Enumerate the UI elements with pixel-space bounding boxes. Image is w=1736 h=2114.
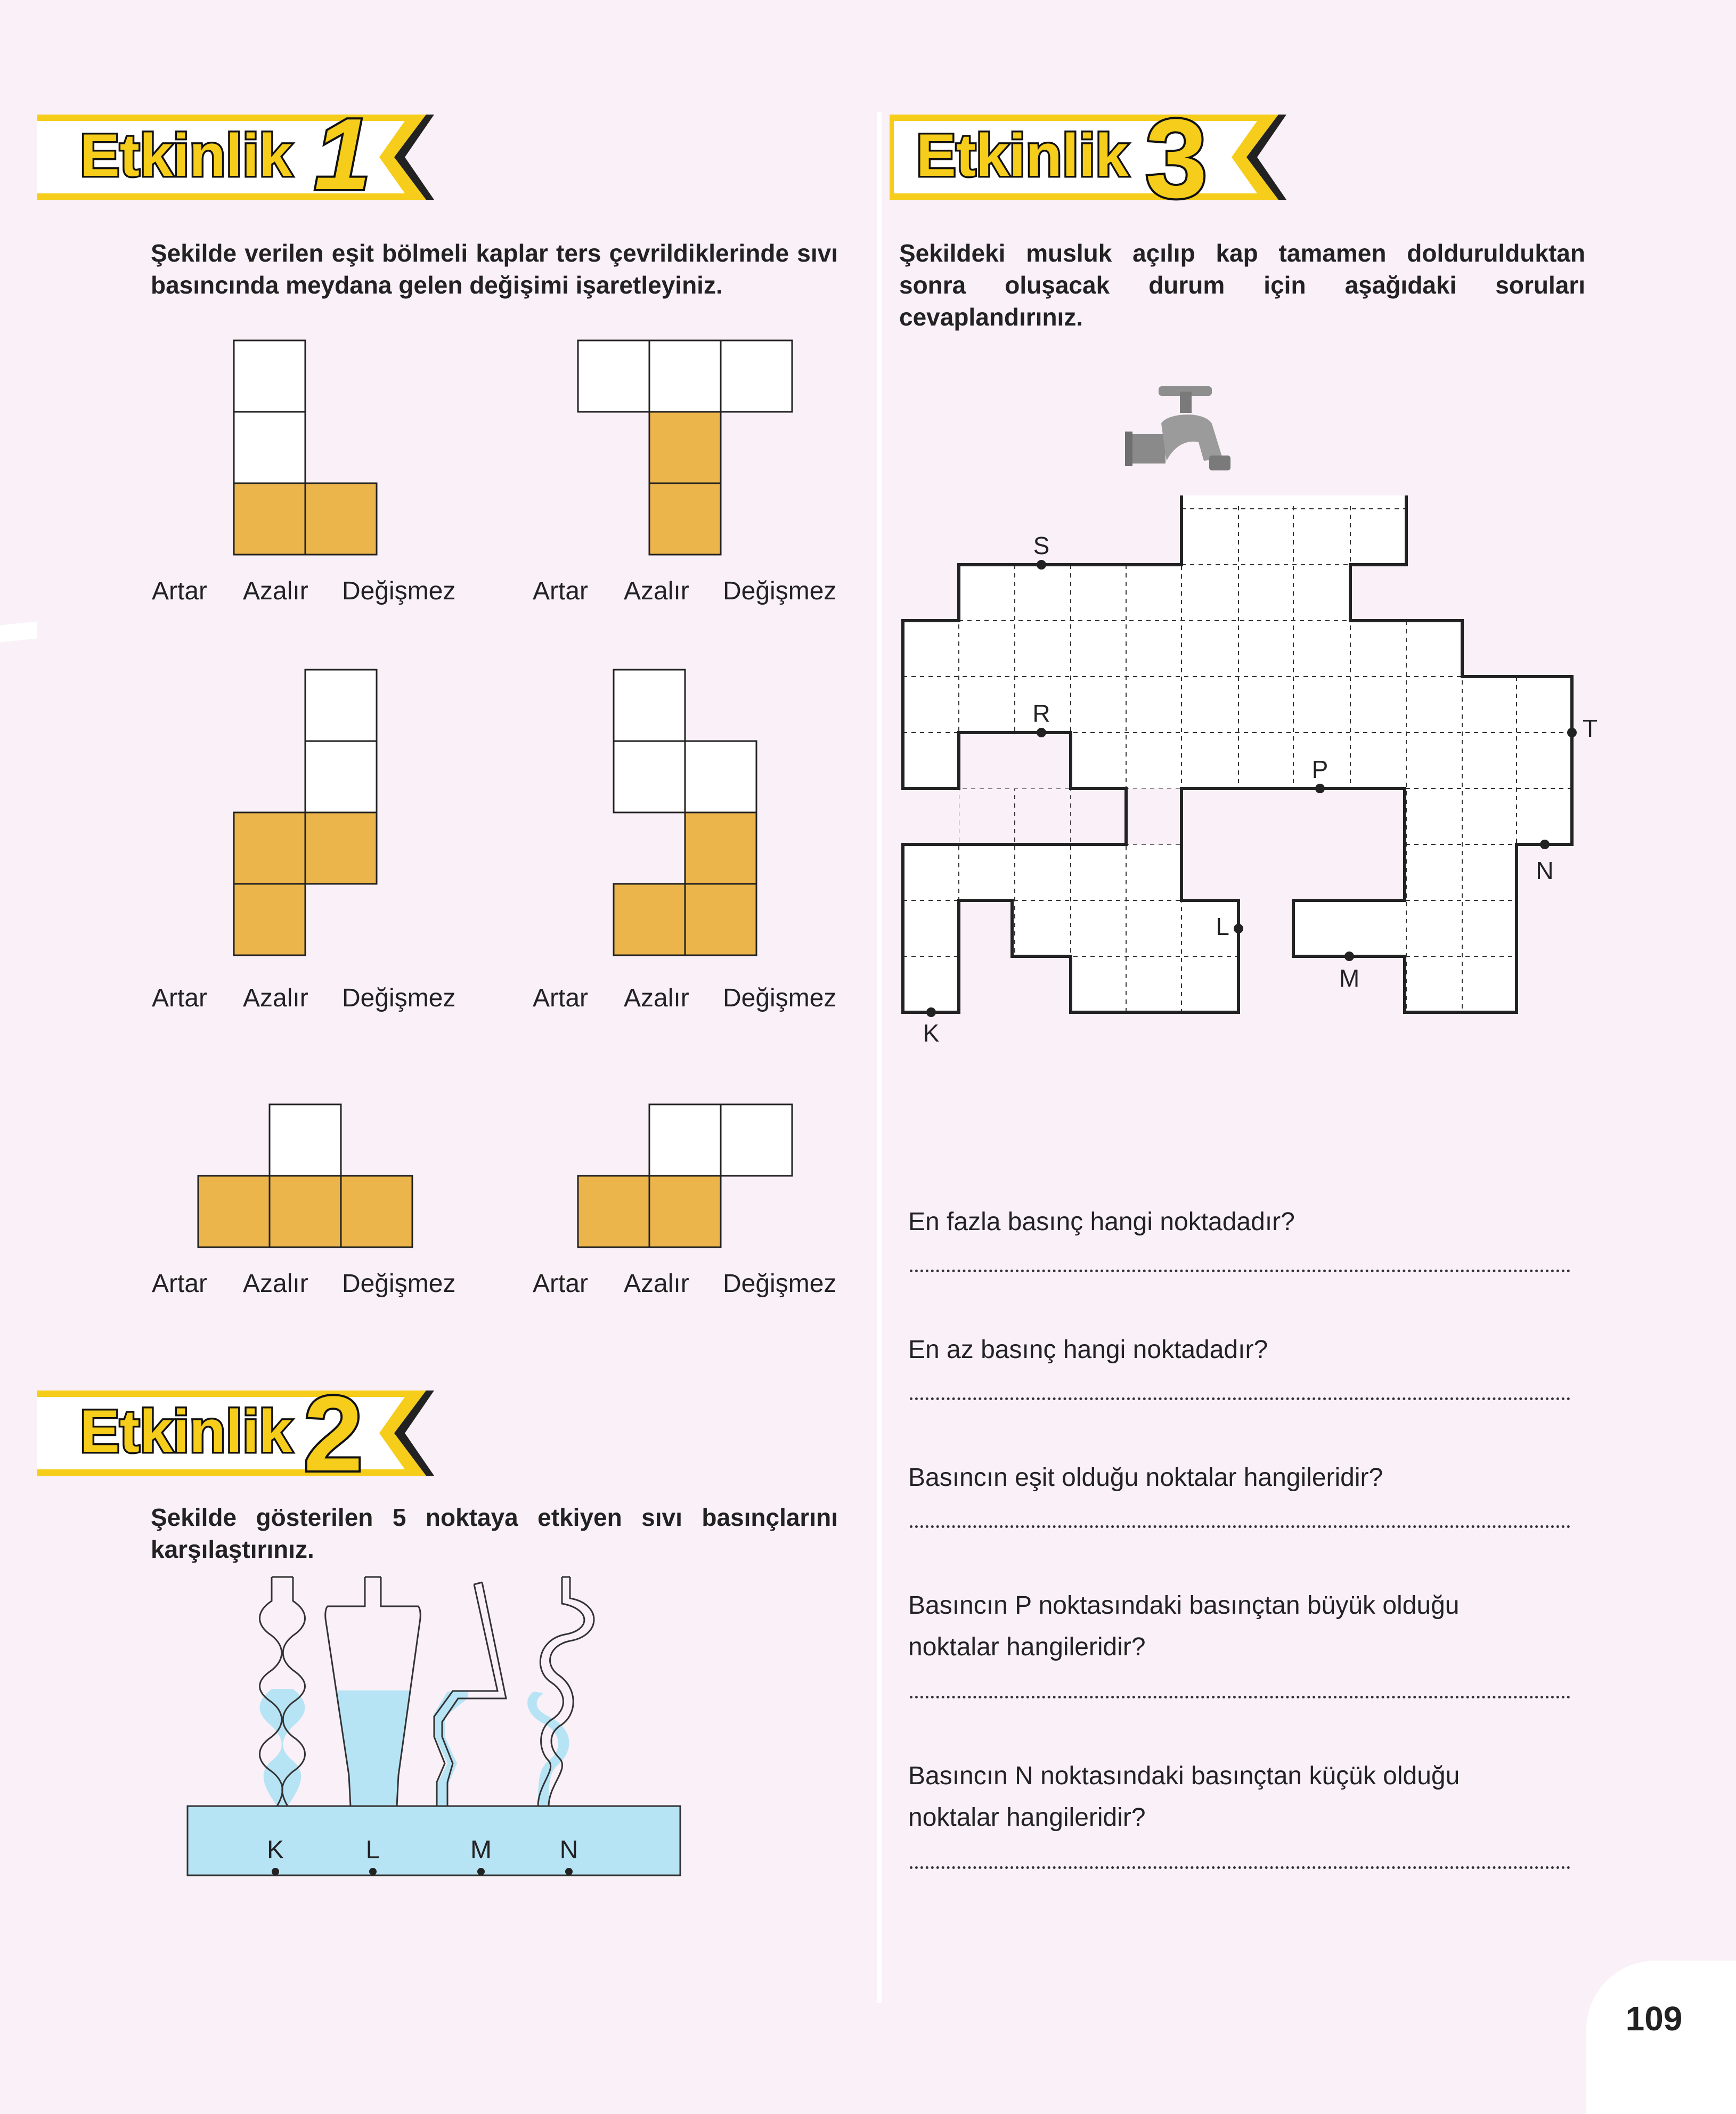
activity3-number: 3: [1145, 96, 1208, 221]
question-4: Basıncın P noktasındaki basınçtan büyük olduğu noktalar hangileridir?: [908, 1591, 1460, 1661]
activity3-instruction: Şekildeki musluk açılıp kap tamamen doldurulduktan sonra oluşacak durum için aşağıdaki soruları cevaplandırınız.: [899, 239, 1585, 331]
answer-line-2[interactable]: [910, 1397, 1570, 1400]
c4-option-azalir[interactable]: Azalır: [624, 984, 689, 1012]
c6-option-degismez[interactable]: Değişmez: [723, 1270, 837, 1298]
answer-line-3[interactable]: [910, 1525, 1570, 1528]
page-number: 109: [1625, 1999, 1683, 2038]
activity2-instruction: Şekilde gösterilen 5 noktaya etkiyen sıvı basınçlarını karşılaştırınız.: [151, 1503, 838, 1563]
activity1-title: Etkinlik: [80, 122, 292, 189]
c4-option-degismez[interactable]: Değişmez: [723, 984, 837, 1012]
answer-line-5[interactable]: [910, 1866, 1570, 1869]
c6-option-artar[interactable]: Artar: [533, 1270, 589, 1298]
point-T-label: T: [1582, 714, 1598, 742]
c5-option-artar[interactable]: Artar: [152, 1270, 208, 1298]
activity3-banner: [890, 96, 1326, 221]
point-R-label: R: [1032, 700, 1050, 727]
activity2-banner: [37, 1375, 474, 1493]
point-P-label: P: [1311, 755, 1329, 783]
answer-line-4[interactable]: [910, 1696, 1570, 1698]
point-N3-label: N: [1536, 857, 1554, 884]
c3-option-azalir[interactable]: Azalır: [243, 984, 308, 1012]
container-5: [198, 1104, 412, 1247]
activity1-instruction: Şekilde verilen eşit bölmeli kaplar ters çevrildiklerinde sıvı basıncında meydana gelen değişimi işaretleyiniz.: [151, 239, 838, 299]
tap-icon: [1124, 381, 1246, 487]
c2-option-degismez[interactable]: Değişmez: [723, 577, 837, 605]
point-L-label: L: [365, 1836, 380, 1864]
container-2: [578, 340, 792, 555]
c6-option-azalir[interactable]: Azalır: [624, 1270, 689, 1298]
point-K-label: K: [266, 1836, 284, 1864]
c1-option-degismez[interactable]: Değişmez: [342, 577, 456, 605]
c3-option-artar[interactable]: Artar: [152, 984, 208, 1012]
container-1: [234, 340, 377, 555]
container-4: [614, 670, 756, 955]
c2-option-artar[interactable]: Artar: [533, 577, 589, 605]
question-1: En fazla basınç hangi noktadadır?: [908, 1208, 1295, 1236]
point-L3-label: L: [1216, 913, 1229, 940]
activity3-vessel: [895, 490, 1641, 1047]
activity2-vessels: [176, 1577, 692, 1886]
c3-option-degismez[interactable]: Değişmez: [342, 984, 456, 1012]
container-6: [578, 1104, 792, 1247]
point-M3-label: M: [1339, 964, 1360, 992]
question-3: Basıncın eşit olduğu noktalar hangileridir?: [908, 1463, 1383, 1492]
container-3: [234, 670, 377, 955]
c4-option-artar[interactable]: Artar: [533, 984, 589, 1012]
point-K3-label: K: [923, 1019, 940, 1047]
c1-option-artar[interactable]: Artar: [152, 577, 208, 605]
point-S-label: S: [1033, 532, 1050, 559]
c5-option-azalir[interactable]: Azalır: [243, 1270, 308, 1298]
question-2: En az basınç hangi noktadadır?: [908, 1336, 1268, 1364]
activity2-number: 2: [304, 1375, 363, 1493]
c1-option-azalir[interactable]: Azalır: [243, 577, 308, 605]
answer-line-1[interactable]: [910, 1270, 1570, 1272]
point-M-label: M: [470, 1836, 492, 1864]
point-N-label: N: [559, 1836, 578, 1864]
c5-option-degismez[interactable]: Değişmez: [342, 1270, 456, 1298]
activity1-number: 1: [314, 98, 371, 211]
activity2-title: Etkinlik: [80, 1398, 292, 1465]
c2-option-azalir[interactable]: Azalır: [624, 577, 689, 605]
activity3-title: Etkinlik: [916, 122, 1129, 189]
question-5: Basıncın N noktasındaki basınçtan küçük olduğu noktalar hangileridir?: [908, 1762, 1460, 1832]
